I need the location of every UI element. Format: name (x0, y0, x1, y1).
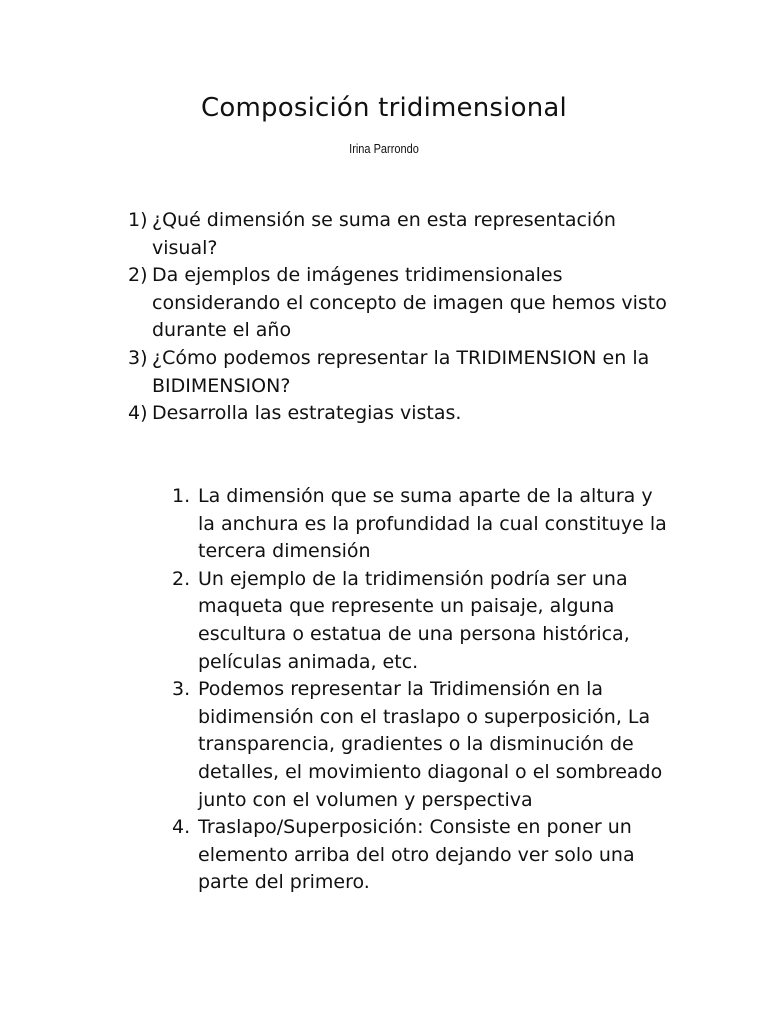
question-item (128, 345, 668, 400)
answer-text: Podemos representar la Tridimensión en la bidimensión con el traslapo o superposición, La transparencia, gradientes o la disminución de detalles, el movimiento diagonal o el sombreado junto con el volumen y perspectiva (198, 678, 663, 811)
answer-item (172, 566, 672, 676)
page-title: Composición tridimensional (201, 93, 567, 123)
answer-item (172, 676, 672, 814)
question-item (128, 400, 668, 428)
answer-text: Traslapo/Superposición: Consiste en poner un elemento arriba del otro dejando ver solo una parte del primero. (198, 816, 635, 894)
answer-number: 2. (172, 567, 191, 590)
question-text: ¿Cómo podemos representar la TRIDIMENSION en la BIDIMENSION? (152, 346, 650, 397)
answer-item (172, 483, 672, 566)
question-number: 3) (128, 346, 148, 369)
question-number: 1) (128, 209, 148, 231)
question-text: Desarrolla las estrategias vistas. (152, 402, 462, 425)
answers-list (172, 483, 672, 897)
answer-number: 3. (172, 678, 191, 701)
questions-list (128, 207, 668, 428)
question-text: ¿Qué dimensión se suma en esta representación visual? (152, 209, 616, 259)
question-number: 4) (128, 402, 148, 425)
question-item (128, 207, 668, 262)
answer-number: 4. (172, 816, 191, 839)
question-item (128, 262, 668, 345)
answer-text: La dimensión que se suma aparte de la altura y la anchura es la profundidad la cual constituye la tercera dimensión (198, 485, 667, 563)
question-text: Da ejemplos de imágenes tridimensionales considerando el concepto de imagen que hemos visto durante el año (152, 264, 667, 342)
answer-item (172, 814, 672, 897)
answer-number: 1. (172, 485, 191, 507)
answer-text: Un ejemplo de la tridimensión podría ser una maqueta que represente un paisaje, alguna escultura o estatua de una persona histórica, películas animada, etc. (198, 567, 630, 673)
author-name: Irina Parrondo (349, 142, 419, 156)
question-number: 2) (128, 264, 148, 287)
